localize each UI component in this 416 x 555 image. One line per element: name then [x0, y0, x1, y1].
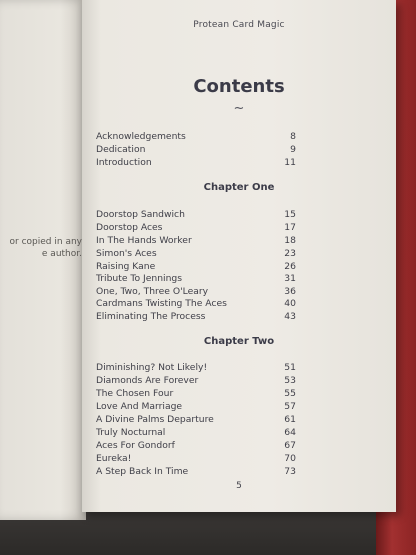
toc-entry-title: Love And Marriage	[96, 401, 183, 412]
contents-page	[82, 0, 396, 512]
toc-entry	[96, 130, 296, 143]
toc-entry	[96, 374, 296, 387]
toc-entry-page: 70	[284, 453, 296, 464]
toc-entry-title: Dedication	[96, 144, 146, 155]
toc-entry-title: Aces For Gondorf	[96, 440, 175, 451]
toc-entry-title: In The Hands Worker	[96, 235, 192, 246]
toc-entry-title: One, Two, Three O'Leary	[96, 286, 209, 297]
left-page-text-line: or copied in any	[9, 237, 82, 247]
toc-entry-title: Raising Kane	[96, 261, 156, 272]
toc-entry-page: 8	[290, 131, 296, 142]
toc-entry-title: A Step Back In Time	[96, 466, 189, 477]
toc-entry-page: 36	[284, 286, 296, 297]
toc-entry-title: Eliminating The Process	[96, 311, 206, 322]
toc-entry-page: 53	[284, 375, 296, 386]
toc-entry	[96, 400, 296, 413]
running-head: Protean Card Magic	[193, 20, 285, 30]
toc-entry-page: 40	[284, 298, 296, 309]
page-title: Contents	[193, 76, 285, 97]
toc-entry-title: Truly Nocturnal	[96, 427, 166, 438]
toc-entry-page: 67	[284, 440, 296, 451]
toc-entry	[96, 208, 296, 221]
toc-entry-page: 31	[284, 273, 296, 284]
toc-entry-title: A Divine Palms Departure	[96, 414, 214, 425]
toc-entry-page: 15	[284, 209, 296, 220]
left-page-text-line: e author.	[41, 249, 82, 259]
toc-entry-page: 57	[284, 401, 296, 412]
toc-entry-page: 61	[284, 414, 296, 425]
toc-entry-page: 51	[284, 362, 296, 373]
toc-entry	[96, 143, 296, 156]
toc-entry-title: Doorstop Sandwich	[96, 209, 185, 220]
toc-entry-page: 64	[284, 427, 296, 438]
toc-entry-page: 11	[284, 157, 296, 168]
toc-entry-title: Acknowledgements	[96, 131, 186, 142]
toc-entry	[96, 387, 296, 400]
toc-entry-page: 55	[284, 388, 296, 399]
toc-entry-title: Simon's Aces	[96, 248, 157, 259]
toc-entry	[96, 297, 296, 310]
toc-entry-title: Introduction	[96, 157, 152, 168]
toc-entry	[96, 439, 296, 452]
toc-entry	[96, 234, 296, 247]
toc-entry	[96, 426, 296, 439]
toc-entry-page: 43	[284, 311, 296, 322]
toc-entry	[96, 272, 296, 285]
toc-entry-page: 26	[284, 261, 296, 272]
toc-entry-title: Diminishing? Not Likely!	[96, 362, 208, 373]
toc-entry-page: 23	[284, 248, 296, 259]
toc-entry	[96, 465, 296, 478]
toc-entry-title: Tribute To Jennings	[96, 273, 183, 284]
toc-entry	[96, 221, 296, 234]
toc-entry-page: 9	[290, 144, 296, 155]
toc-entry	[96, 452, 296, 465]
toc-entry	[96, 247, 296, 260]
toc-entry	[96, 310, 296, 323]
toc-entry-title: The Chosen Four	[96, 388, 174, 399]
toc-entry	[96, 361, 296, 374]
toc-entry-title: Diamonds Are Forever	[96, 375, 199, 386]
left-page	[0, 0, 86, 520]
toc-entry-page: 17	[284, 222, 296, 233]
chapter-heading: Chapter Two	[203, 336, 275, 347]
toc-entry-title: Doorstop Aces	[96, 222, 163, 233]
ornament: ~	[233, 101, 245, 116]
toc-entry-title: Eureka!	[96, 453, 132, 464]
chapter-heading: Chapter One	[203, 182, 275, 193]
page-number: 5	[236, 481, 242, 491]
toc-entry	[96, 413, 296, 426]
toc-entry	[96, 156, 296, 169]
toc-entry-page: 18	[284, 235, 296, 246]
toc-entry-page: 73	[284, 466, 296, 477]
toc-entry-title: Cardmans Twisting The Aces	[96, 298, 227, 309]
